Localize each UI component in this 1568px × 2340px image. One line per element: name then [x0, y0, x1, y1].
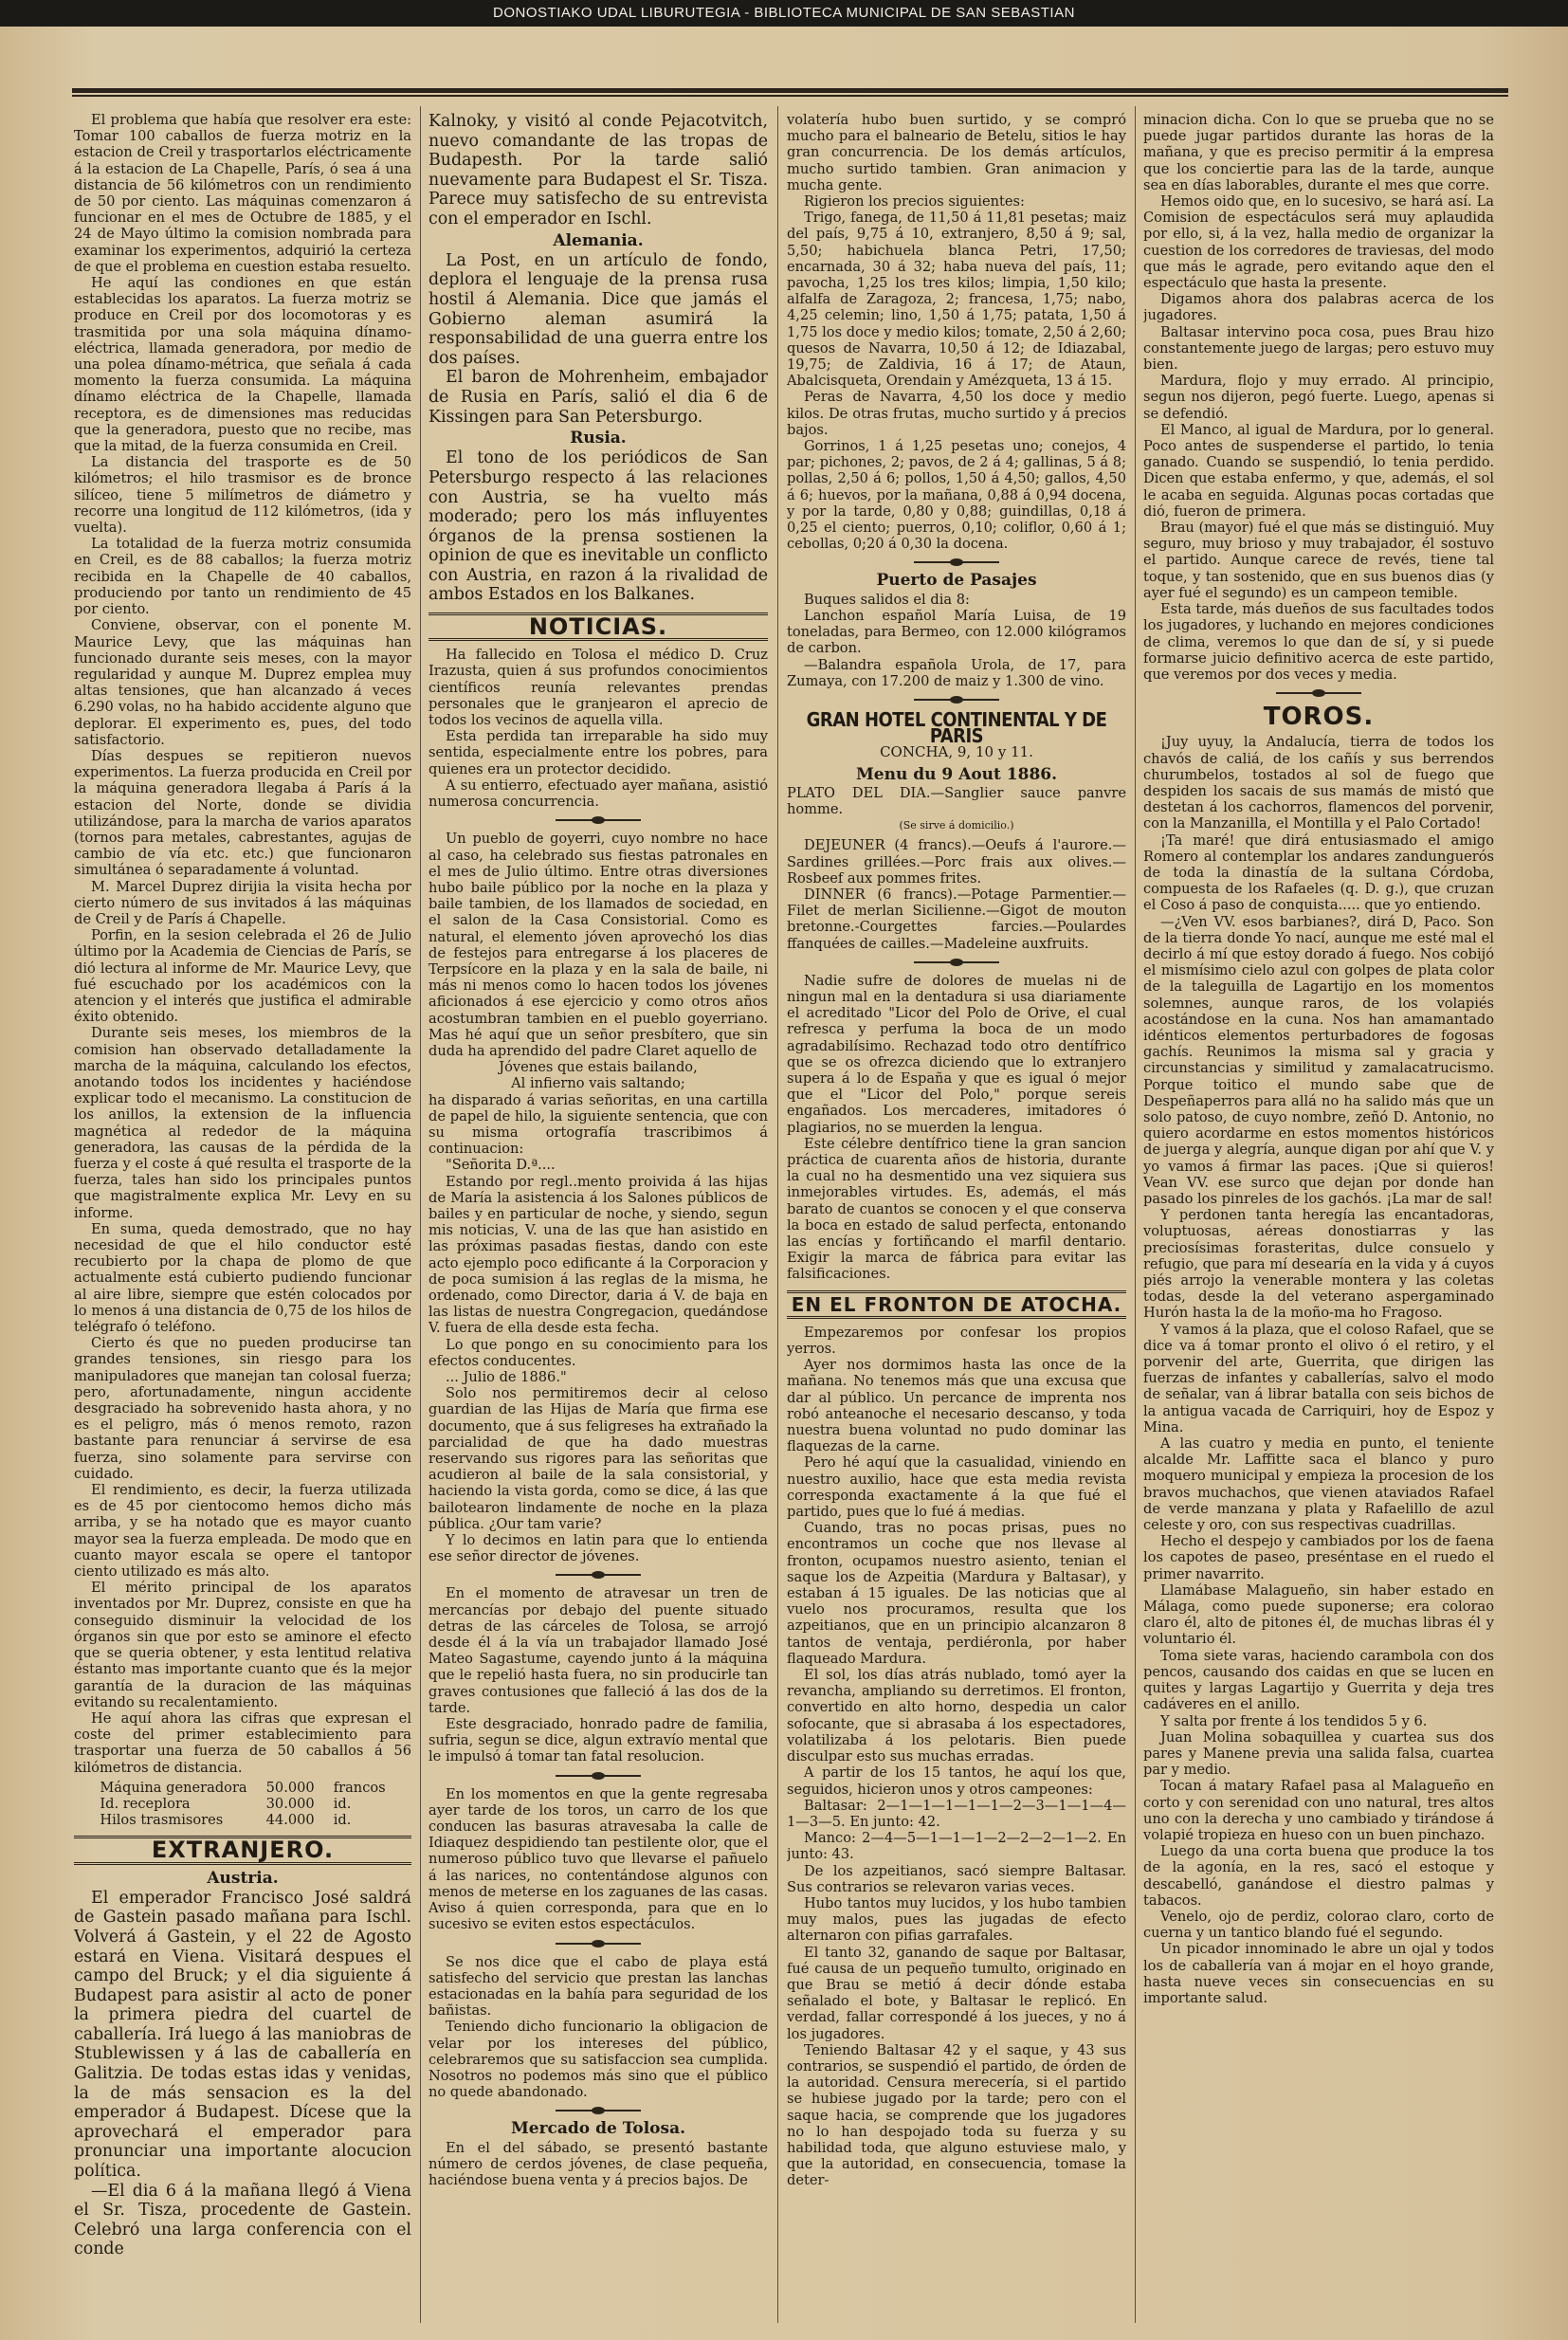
paragraph: En los momentos en que la gente regresaba ayer tarde de los toros, un carro de los que conducen las basuras atravesaba la calle de Idiaquez despidiendo tan pestilente olor, que el numeroso público tuvo que llevarse el pañuelo á las narices, no contentándose algunos con menos de meterse en los zaguanes de las casas. Aviso á quien corresponda, para que en lo sucesivo se eviten estos espectáculos. [428, 1785, 768, 1933]
paragraph: Y lo decimos en latin para que lo entienda ese señor director de jóvenes. [428, 1532, 768, 1565]
paragraph: Empezaremos por confesar los propios yerros. [787, 1324, 1126, 1358]
paragraph: Pero hé aquí que la casualidad, viniendo en nuestro auxilio, hace que esta media revista corresponda exactamente á la que fué el partido, pues que lo fué á medias. [787, 1454, 1126, 1521]
section-heading-extranjero: EXTRANJERO. [74, 1836, 411, 1864]
paragraph: ... Julio de 1886." [446, 1369, 567, 1385]
paragraph: En el momento de atravesar un tren de mercancías por debajo del puente situado detras de las cárceles de Tolosa, se arrojó desde él á la vía un trabajador llamado José Mateo Sagastume, cayendo junto á la máquina que le repelió hasta fuera, no sin producirle tan graves contusiones que falleció á las dos de la tarde. [428, 1585, 768, 1716]
paragraph: Baltasar intervino poca cosa, pues Brau hizo constantemente juego de largas; pero estuvo muy bien. [1143, 323, 1494, 374]
paragraph: Hecho el despejo y cambiados por los de faena los capotes de paseo, preséntase en el ruedo el primer navarrito. [1143, 1533, 1494, 1582]
verse-line: Al infierno vais saltando; [511, 1075, 685, 1092]
paragraph: Este desgraciado, honrado padre de familia, sufria, segun se dice, algun extravío mental que le impulsó á tomar tan fatal resolucion. [428, 1716, 768, 1765]
table-row [90, 1780, 394, 1796]
hotel-address: CONCHA, 9, 10 y 11. [880, 743, 1033, 761]
paragraph: Lo que pongo en su conocimiento para los efectos conducentes. [428, 1336, 768, 1369]
column-4 [1143, 112, 1494, 2321]
subheading-austria: Austria. [207, 1868, 279, 1888]
paragraph: Brau (mayor) fué el que más se distinguió. Muy seguro, muy brioso y muy trabajador, él sostuvo el partido. Aunque carece de revés, tiene tal toque, y tan sostenido, que en sus buenos dias (y ayer fué el segundo) es un campeon temible. [1143, 520, 1494, 601]
subheading-mercado: Mercado de Tolosa. [510, 2119, 686, 2139]
score-line: Manco: 2—4—5—1—1—1—2—2—2—1—2. En junto: 43. [787, 1830, 1126, 1863]
hotel-heading: GRAN HOTEL CONTINENTAL Y DE PARIS [806, 707, 1107, 748]
paragraph: Hubo tantos muy lucidos, y los hubo tambien muy malos, pues las jugadas de efecto alternaron con pifias garrafales. [787, 1894, 1126, 1945]
subheading-alemania: Alemania. [553, 230, 644, 250]
column-divider [420, 106, 421, 2323]
library-banner: DONOSTIAKO UDAL LIBURUTEGIA - BIBLIOTECA MUNICIPAL DE SAN SEBASTIAN [0, 0, 1568, 27]
paragraph: ha disparado á varias señoritas, en una cartilla de papel de hilo, la siguiente sentencia, que con su misma ortografía trascribimos á continuacion: [428, 1091, 768, 1158]
paragraph: Esta tarde, más dueños de sus facultades todos los jugadores, y luchando en mejores condiciones de clima, veremos lo que dan de sí, y si puede formarse juicio definitivo acerca de este partido, que veremos por dos veces y media. [1143, 601, 1494, 683]
paragraph: Durante seis meses, los miembros de la comision han observado detalladamente la marcha de la máquina, calculando los efectos, anotando todos los incidentes y haciéndose explicar todo el mecanismo. La constitucion de los anillos, la extension de la influencia magnética al rededor de la máquina generadora, las causas de la pérdida de la fuerza y el coste á qué resulta el trasporte de la fuerza, tales han sido los principales puntos que magistralmente explica Mr. Levy en su informe. [74, 1025, 411, 1221]
verse-line: Jóvenes que estais bailando, [499, 1059, 698, 1076]
paragraph: Un pueblo de goyerri, cuyo nombre no hace al caso, ha celebrado sus fiestas patronales en el mes de Julio último. Entre otras diversiones hubo baile público por la noche en la plaza y baile tambien, de los llamados de sociedad, en el salon de la Casa Consistorial. Como es natural, el elemento jóven aprovechó los dias de festejos para entregarse á los placeres de Terpsícore en la plaza y en la sala de baile, ni más ni menos como lo hacen todos los jóvenes aficionados á ese ejercicio y como otros años acostumbran tambien en el pueblo goyerriano. Mas hé aquí que un señor presbítero, que sin duda ha aprendido del padre Claret aquello de [428, 831, 768, 1059]
paragraph: He aquí las condiones en que están establecidas los aparatos. La fuerza motriz se produce en Creil por dos locomotoras y es trasmitida por una sola máquina dínamo-eléctrica, llamada generadora, por medio de una polea dínamo-métrica, que señala á cada momento la fuerza consumida. La máquina dínamo eléctrica de la Chapelle, llamada receptora, es de dimensiones mas reducidas que la generadora, puesto que no recibe, mas que la mitad, de la fuerza consumida en Creil. [74, 275, 411, 455]
paragraph: Y perdonen tanta heregía las encantadoras, voluptuosas, aéreas donostiarras y las preciosísimas forasteritas, dulce consuelo y refugio, que para mí desearía en la vida y á cuyos piés arrojo la venerable montera y las coletas todas, desde la del veterano aspergaminado Hurón hasta la de la moño-ma ho Fragoso. [1143, 1207, 1494, 1322]
section-heading-fronton: EN EL FRONTON DE ATOCHA. [787, 1290, 1126, 1319]
subheading-rusia: Rusia. [570, 429, 627, 448]
paragraph: Gorrinos, 1 á 1,25 pesetas uno; conejos, 4 par; pichones, 2; pavos, de 2 á 4; gallinas, 5 á 8; pollas, 2,50 á 6; pollos, 1,50 á 4,50; gallos, 4,50 á 6; huevos, por la mañana, 0,88 á 0,94 docena, y por la tarde, 0,80 y 0,88; guindillas, 0,18 á 0,25 el ciento; puerros, 0,10; coliflor, 0,60 á 1; cebollas, 0;20 á 0,30 la docena. [787, 438, 1126, 553]
ornament-divider [914, 695, 999, 704]
ornament-divider [556, 2106, 641, 2115]
paragraph: A partir de los 15 tantos, he aquí los que, seguidos, hicieron unos y otros campeones: [787, 1764, 1126, 1798]
paragraph: Cierto és que no pueden producirse tan grandes tensiones, sin riesgo para los manipuladores que manejan tan colosal fuerza; pero, afortunadamente, ningun accidente desgraciado ha sobrevenido hasta ahora, y no es el peligro, más ó menos remoto, razon bastante para renunciar á servirse de esa fuerza, sino solamente para servirse con cuidado. [74, 1335, 411, 1482]
paragraph: Conviene, observar, con el ponente M. Maurice Levy, que las máquinas han funcionado durante seis meses, con la mayor regularidad y aunque M. Duprez emplea muy altas tensiones, que han alcanzado á veces 6.290 volas, no ha habido accidente alguno que deplorar. El experimento es, pues, del todo satisfactorio. [74, 617, 411, 748]
cost-label: Hilos trasmisores [100, 1812, 224, 1829]
paragraph: El rendimiento, es decir, la fuerza utilizada es de 45 por cientocomo hemos dicho más arriba, y se ha notado que es mayor cuanto mayor sea la fuerza empleada. De modo que en cuanto mayor escala se opere el tantopor ciento utilizado es más alto. [74, 1482, 411, 1581]
ornament-divider [556, 1771, 641, 1781]
paragraph: El emperador Francisco José saldrá de Gastein pasado mañana para Ischl. Volverá á Gastein, y el 22 de Agosto estará en Viena. Visitará despues el campo del Bruck; y el dia siguiente á Budapest para asistir al acto de poner la primera piedra del cuartel de caballería. Irá luego á las maniobras de Stublewissen y á las de caballería en Galitzia. De todas estas idas y venidas, la de más sensacion es la del emperador á Budapest. Dícese que la aprovechará el emperador para pronunciar una importante alocucion política. [74, 1888, 411, 2182]
paragraph: En el del sábado, se presentó bastante número de cerdos jóvenes, de clase pequeña, haciéndose buena venta y á precios bajos. De [428, 2139, 768, 2188]
column-divider [777, 106, 778, 2323]
column-2 [428, 112, 768, 2321]
paragraph: Toma siete varas, haciendo carambola con dos pencos, causando dos caidas en que se lucen en quites y largas Lagartijo y Guerrita y deja tres cadáveres en el anillo. [1143, 1647, 1494, 1713]
ornament-divider [1276, 688, 1361, 698]
paragraph: Digamos ahora dos palabras acerca de los jugadores. [1143, 291, 1494, 324]
paragraph: Hemos oido que, en lo sucesivo, se hará así. La Comision de espectáculos será muy aplaudida por ello, si, á la vez, halla medio de organizar la cuestion de los corredores de traviesas, del modo que más le agrade, pero evitando aque den el espectáculo que hasta la presente. [1143, 193, 1494, 292]
paragraph: Ayer nos dormimos hasta las once de la mañana. No tenemos más que una excusa que dar al público. Un percance de imprenta nos robó anteanoche el necesario descanso, y toda nuestra buena voluntad no pudo dominar las flaquezas de la carne. [787, 1357, 1126, 1455]
menu-item: DEJEUNER (4 francs).—Oeufs á l'aurore.—Sardines grillées.—Porc frais aux olives.—Rosbeef aux pommes frites. [787, 837, 1126, 887]
paragraph: "Señorita D.ª.... [446, 1157, 556, 1174]
paragraph: Peras de Navarra, 4,50 los doce y medio kilos. De otras frutas, mucho surtido y á precios bajos. [787, 389, 1126, 438]
paragraph: Lanchon español María Luisa, de 19 toneladas, para Bermeo, con 12.000 kilógramos de carbon. [787, 607, 1126, 657]
paragraph: La totalidad de la fuerza motriz consumida en Creil, es de 88 caballos; la fuerza motriz recibida en la Chapelle de 40 caballos, produciendo por tanto un rendimiento de 45 por ciento. [74, 536, 411, 618]
paragraph: Esta perdida tan irreparable ha sido muy sentida, especialmente entre los pobres, para quienes era un protector decidido. [428, 728, 768, 777]
paragraph: Porfin, en la sesion celebrada el 26 de Julio último por la Academia de Ciencias de París, se dió lectura al informe de Mr. Maurice Levy, que fué escuchado por los académicos con la atencion y el interés que justifica el admirable éxito obtenido. [74, 927, 411, 1026]
subheading-puerto: Puerto de Pasajes [876, 571, 1037, 591]
ornament-divider [914, 558, 999, 567]
paragraph: ¡Juy uyuy, la Andalucía, tierra de todos los chavós de caliá, de los cañís y sus berrendos churumbelos, tostados al sol de fuego que despiden los sacais de sus mamás de mistó que destetan á los cachorros, flamencos del porvenir, con la Manzanilla, el Montilla y el Palo Cortado! [1143, 734, 1494, 832]
section-heading-toros: TOROS. [1263, 703, 1375, 732]
cost-value: 30.000 [265, 1795, 315, 1812]
paragraph: Venelo, ojo de perdiz, colorao claro, corto de cuerna y un tantico blando fué el segundo. [1143, 1908, 1494, 1942]
paragraph: volatería hubo buen surtido, y se compró mucho para el balneario de Betelu, sitios le hay gran concurrencia. De los demás artículos, mucho surtido tambien. Gran animacion y mucha gente. [787, 112, 1126, 193]
paragraph: He aquí ahora las cifras que expresan el coste del primer establecimiento para trasportar una fuerza de 50 caballos á 56 kilómetros de distancia. [74, 1709, 411, 1776]
menu-item: DINNER (6 francs).—Potage Parmentier.—Filet de merlan Sicilienne.—Gigot de mouton bretonne.-Courgettes farcies.—Poulardes ffanquées de cailles.—Madeleine auxfruits. [787, 886, 1126, 952]
table-row [90, 1812, 394, 1828]
paragraph: A las cuatro y media en punto, el teniente alcalde Mr. Laffitte saca el blanco y puro moquero municipal y empieza la procesion de los bravos muchachos, que vienen ataviados Rafael de verde manzana y plata y Rafaelillo de azul celeste y oro, con sus respectivas cuadrillas. [1143, 1435, 1494, 1534]
paragraph: M. Marcel Duprez dirijia la visita hecha por cierto número de sus invitados á las máquinas de Creil y de París á Chapelle. [74, 878, 411, 927]
paragraph: Juan Molina sobaquillea y cuartea sus dos pares y Manene previa una salida falsa, cuartea par y medio. [1143, 1728, 1494, 1779]
column-1 [74, 112, 411, 2321]
cost-unit: francos [333, 1779, 386, 1796]
cost-label: Id. receplora [100, 1795, 191, 1812]
table-row [90, 1796, 394, 1812]
paragraph: El problema que había que resolver era este: Tomar 100 caballos de fuerza motriz en la estacion de Creil y trasportarlos eléctricamente á la estacion de La Chapelle, París, ó sea á una distancia de 56 kilómetros con un rendimiento de 50 por ciento. Las máquinas comenzaron á funcionar en el mes de Octubre de 1885, y el 24 de Mayo último la comision nombrada para examinar los experimentos, adquirió la certeza de que el problema en cuestion estaba resuelto. [74, 112, 411, 275]
paragraph: Un picador innominado le abre un ojal y todos los de caballería van á mojar en el hoyo grande, hasta nueve veces sin consecuencias en su importante salud. [1143, 1941, 1494, 2006]
paragraph: —¿Ven VV. esos barbianes?, dirá D, Paco. Son de la tierra donde Yo nací, aunque me esté mal el decirlo á mí que estoy dorado á fuego. Nos cobijó el mismísimo cielo azul con golpes de plata color de la taleguilla de Lagartijo en los momentos solemnes, aunque raros, de los volapiés acostándose en la cuna. Nos han amamantado idénticos elementos perturbadores de fogosas gachís. Reunimos la misma sal y gracia y circunstancias y similitud y zamalacatrucismo. Porque toitico el mundo sabe que de Despeñaperros para allá no ha salido más que un solo patoso, de cuyo nombre, zeñó D. Antonio, no quiero acordarme en estos momentos históricos de juerga y alegría, aunque digan por ahí que V. y yo vamos á firmar las paces. ¡Que si quieros! Vean VV. ese surco que dejan por donde han pasado los pinreles de los gachós. ¡La mar de sal! [1143, 913, 1494, 1207]
paragraph: Estando por regl..mento proivida á las hijas de María la asistencia á los Salones públicos de bailes y en particular de noche, y siendo, segun mis noticias, V. una de las que han asistido en las próximas pasadas fiestas, dando con este acto ejemplo poco edificante á la Corporacion y de poca sumision á las reglas de la misma, he ordenado, como Director, daria á V. de baja en las listas de nuestra Congregacion, quedándose V. fuera de ella desde esta fecha. [428, 1173, 768, 1337]
cost-table [90, 1780, 394, 1829]
cost-unit: id. [333, 1795, 352, 1812]
menu-heading: Menu du 9 Aout 1886. [855, 764, 1058, 784]
paragraph: El sol, los días atrás nublado, tomó ayer la revancha, ampliando su derretimos. El fronton, convertido en alto horno, despedia un calor sofocante, que si abrasaba á los espectadores, volatilizaba á los pelotaris. Bien puede disculpar esto sus muchas erradas. [787, 1667, 1126, 1765]
column-3 [787, 112, 1126, 2321]
paragraph: Solo nos permitiremos decir al celoso guardian de las Hijas de María que firma ese documento, que á sus feligreses ha extrañado la parcialidad de que ha dado muestras reservando sus rigores para las señoritas que acudieron al baile de la sala consistorial, y haciendo la vista gorda, como se dice, á las que bailotearon lindamente de noche en la plaza pública. ¿Our tam varie? [428, 1385, 768, 1532]
paragraph: Mardura, flojo y muy errado. Al principio, segun nos dijeron, pegó fuerte. Luego, apenas si se defendió. [1143, 373, 1494, 422]
paragraph: Llamábase Malagueño, sin haber estado en Málaga, como puede suponerse; era colorao claro él, alto de pitones él, de muchas libras él y voluntario él. [1143, 1581, 1494, 1648]
ornament-divider [556, 815, 641, 825]
ornament-divider [914, 958, 999, 967]
paragraph: El Manco, al igual de Mardura, por lo general. Poco antes de suspenderse el partido, lo tenia ganado. Cuando se suspendió, lo tenia perdido. Dicen que estaba enfermo, y que, además, el sol le acaba en seguida. Algunas pocas cortadas que dió, fueron de primera. [1143, 421, 1494, 520]
menu-note: (Se sirve á domicilio.) [899, 819, 1014, 832]
paragraph: Rigieron los precios siguientes: [804, 193, 1025, 210]
column-divider [1135, 106, 1136, 2323]
masthead-rule-thin [72, 95, 1508, 97]
cost-unit: id. [333, 1812, 352, 1829]
section-heading-noticias: NOTICIAS. [428, 612, 768, 641]
menu-item: PLATO DEL DIA.—Sanglier sauce panvre homme. [787, 784, 1126, 817]
paragraph: Teniendo dicho funcionario la obligacion de velar por los intereses del público, celebraremos que su satisfaccion sea cumplida. Nosotros no podemos más sino que el público no quede abandonado. [428, 2019, 768, 2101]
paragraph: Cuando, tras no pocas prisas, pues no encontramos un coche que nos llevase al fronton, ocupamos nuestro asiento, tenian el saque los de Azpeitia (Mardura y Baltasar), y estaban á 15 iguales. De las noticias que al vuelo nos procuramos, resulta que los azpeitianos, que en un principio alcanzaron 8 tantos de ventaja, perdiéronla, por haber flaqueado Mardura. [787, 1520, 1126, 1667]
paragraph: A su entierro, efectuado ayer mañana, asistió numerosa concurrencia. [428, 777, 768, 811]
paragraph: El tono de los periódicos de San Petersburgo respecto á las relaciones con Austria, se ha vuelto más moderado; pero los más influyentes órganos de la prensa sostienen la opinion de que es inevitable un conflicto con Austria, en razon á la rivalidad de ambos Estados en los Balkanes. [428, 448, 768, 605]
score-line: Baltasar: 2—1—1—1—1—1—2—3—1—1—4—1—3—5. En junto: 42. [787, 1797, 1126, 1830]
paragraph: Se nos dice que el cabo de playa está satisfecho del servicio que prestan las lanchas estacionadas en la bahía para seguridad de los bañistas. [428, 1953, 768, 2020]
paragraph: La Post, en un artículo de fondo, deplora el lenguaje de la prensa rusa hostil á Alemania. Dice que jamás el Gobierno aleman asumirá la responsabilidad de una guerra entre los dos países. [428, 250, 768, 368]
paragraph: El baron de Mohrenheim, embajador de Rusia en París, salió el dia 6 de Kissingen para San Petersburgo. [428, 368, 768, 427]
paragraph: Luego da una corta buena que produce la tos de la agonía, en la res, sacó el estoque y descabelló, ganándose el diestro palmas y tabacos. [1143, 1843, 1494, 1909]
paragraph: El mérito principal de los aparatos inventados por Mr. Duprez, consiste en que ha conseguido disminuir la velocidad de los órganos sin que por esto se aminore el efecto que se queria obtener, y esta lentitud relativa éstanto mas importante cuanto que és la mejor garantía de la duracion de las máquinas evitando su recalentamiento. [74, 1580, 411, 1710]
paragraph: Este célebre dentífrico tiene la gran sancion práctica de cuarenta años de historia, durante la cual no ha desmentido una vez siquiera sus inmejorables virtudes. Es, además, el más barato de cuantos se conocen y el que conserva la boca en estado de salud perfecta, entonando las encías y fortiñcando el marfil dentario. Exigir la marca de fábrica para evitar las falsificaciones. [787, 1135, 1126, 1283]
paragraph: —Balandra española Urola, de 17, para Zumaya, con 17.200 de maiz y 1.300 de vino. [787, 656, 1126, 689]
paragraph: Kalnoky, y visitó al conde Pejacotvitch, nuevo comandante de las tropas de Budapesth. Por la tarde salió nuevamente para Budapest el Sr. Tisza. Parece muy satisfecho de su entrevista con el emperador en Ischl. [428, 112, 768, 229]
paragraph: Días despues se repitieron nuevos experimentos. La fuerza producida en Creil por la máquina generadora llegaba á París á la estacion del Norte, donde se dividia utilizándose, para la marcha de varios aparatos (tornos para metales, cabrestantes, agujas de cambio de vía etc. etc.) que funcionaron simultánea ó separadamente á voluntad. [74, 747, 411, 879]
paragraph: El tanto 32, ganando de saque por Baltasar, fué causa de un pequeño tumulto, originado en que Brau se metió á decir dónde estaba señalado el bote, y Baltasar le replicó. En verdad, fallar correspondé á los jueces, y no á los jugadores. [787, 1944, 1126, 2042]
ornament-divider [556, 1939, 641, 1948]
paragraph: Teniendo Baltasar 42 y el saque, y 43 sus contrarios, se suspendió el partido, de órden de la autoridad. Censura merecería, si el partido se hubiese jugado por la tarde; pero con el saque hacia, se comprende que los jugadores no lo han despojado toda su fuerza y su habilidad toda, que alguno estuviese malo, y que la autoridad, en consecuencia, tomase la deter- [787, 2041, 1126, 2189]
paragraph: minacion dicha. Con lo que se prueba que no se puede jugar partidos durante las horas de la mañana, y que es preciso permitir á la empresa que los conciertie para las de la tarde, aunque sea en días laborables, durante el mes que corre. [1143, 112, 1494, 193]
paragraph: Y vamos á la plaza, que el coloso Rafael, que se dice va á tomar pronto el olivo ó el retiro, y el porvenir del arte, Guerrita, que dirigen las fuerzas de infantes y caballerías, salvo el modo de señalar, van á librar batalla con seis bichos de la antigua vacada de Carriquiri, hoy de Espoz y Mina. [1143, 1321, 1494, 1435]
masthead-rule [72, 88, 1508, 93]
paragraph: Y salta por frente á los tendidos 5 y 6. [1160, 1712, 1428, 1729]
paragraph: Tocan á matary Rafael pasa al Malagueño en corto y con serenidad con uno natural, tres altos uno con la derecha y uno cambiado y tirándose á volapié tropieza en hueso con un buen pinchazo. [1143, 1778, 1494, 1843]
paragraph: En suma, queda demostrado, que no hay necesidad de que el hilo conductor esté recubierto por la chapa de plomo de que actualmente está cubierto pudiendo funcionar al aire libre, siempre que estén colocados por lo menos á una distancia de 0,75 de los hilos de telégrafo ó teléfono. [74, 1220, 411, 1336]
paragraph: Ha fallecido en Tolosa el médico D. Cruz Irazusta, quien á sus profundos conocimientos científicos reunía relevantes prendas personales que le granjearon el aprecio de todos los vecinos de aquella villa. [428, 647, 768, 729]
cost-label: Máquina generadora [100, 1779, 247, 1796]
paragraph: Buques salidos el dia 8: [804, 591, 970, 608]
paragraph: Trigo, fanega, de 11,50 á 11,81 pesetas; maiz del país, 9,75 á 10, extranjero, 8,50 á 9; sal, 5,50; habichuela blanca Petri, 17,50; encarnada, 30 á 32; haba nueva del país, 11; pavocha, 1,25 los tres kilos; limpia, 1,50 kilo; alfalfa de Zaragoza, 2; francesa, 1,75; nabo, 4,25 celemin; lino, 1,50 á 1,75; patata, 1,50 á 1,75 los doce y medio kilos; tomate, 2,50 á 2,60; quesos de Navarra, 10,50 á 12; de Idiazabal, 19,75; de Zaldivia, 16 á 17; de Ataun, Abalcisqueta, Orendain y Amézqueta, 13 á 15. [787, 210, 1126, 390]
ornament-divider [556, 1570, 641, 1580]
cost-value: 44.000 [265, 1812, 315, 1829]
paragraph: La distancia del trasporte es de 50 kilómetros; el hilo trasmisor es de bronce silíceo, tiene 5 milímetros de diámetro y recorre una longitud de 112 kilómetros, (ida y vuelta). [74, 454, 411, 537]
cost-value: 50.000 [265, 1779, 315, 1796]
paragraph: Nadie sufre de dolores de muelas ni de ningun mal en la dentadura si usa diariamente el acreditado "Licor del Polo de Orive, el cual refresca y perfuma la boca de un modo agradabilísimo. Rechazad todo otro dentífrico que se os ofrezca diciendo que lo extranjero supera á lo de España y que es igual ó mejor que el "Licor del Polo," porque sereis engañados. Los mercaderes, imitadores ó plagiarios, no se muerden la lengua. [787, 972, 1126, 1136]
paragraph: De los azpeitianos, sacó siempre Baltasar. Sus contrarios se relevaron varias veces. [787, 1862, 1126, 1895]
paragraph: —El dia 6 á la mañana llegó á Viena el Sr. Tisza, procedente de Gastein. Celebró una larga conferencia con el conde [74, 2181, 411, 2259]
paragraph: ¡Ta maré! que dirá entusiasmado el amigo Romero al contemplar los andares zandunguerós de toda la dinastía de la sultana Córdoba, compuesta de los Rafaeles (q. D. g.), que cruzan el Coso á paso de conquista..... que yo entiendo. [1143, 832, 1494, 914]
